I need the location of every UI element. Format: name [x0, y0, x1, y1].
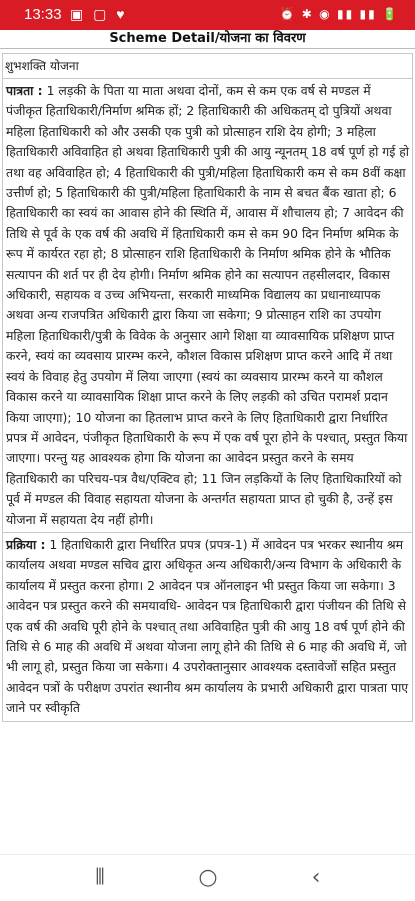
process-label: प्रक्रिया : — [6, 536, 46, 552]
home-button[interactable] — [178, 863, 238, 893]
status-time: 13:33 — [24, 6, 62, 23]
back-button[interactable] — [286, 863, 346, 893]
back-icon: ‹ — [311, 865, 321, 890]
scheme-name: शुभशक्ति योजना — [2, 53, 413, 79]
home-icon: ○ — [198, 865, 218, 890]
scheme-detail-content[interactable] — [0, 48, 415, 854]
notification-icons: ▣ ▢ ♥ — [70, 6, 128, 22]
eligibility-section — [2, 79, 413, 533]
status-bar — [0, 0, 415, 30]
eligibility-text: 1 लड़की के पिता या माता अथवा दोनों, कम से कम एक वर्ष से मण्डल में पंजीकृत हिताधिकारी/निर्माण श्रमिक हों; 2 हिताधिकारी की अधिकतम् दो पुत्रियों अथवा महिला हिताधिकारी को और उसकी एक पुत्री को प्रोत्साहन राशि देय होगी; 3 महिला हिताधिकारी अविवाहित हो अथवा हिताधिकारी पुत्री की आयु न्यूनतम् 18 वर्ष पूर्ण हो गई हो तथा वह अविवाहित हो; 4 हिताधिकारी की पुत्री/महिला हिताधिकारी कम से कम 8वीं कक्षा उत्तीर्ण हो; 5 हिताधिकारी की पुत्री/महिला हिताधिकारी के नाम से बचत बैंक खाता हो; 6 हिताधिकारी का स्वयं का आवास होने की स्थिति में, आवास में शौचालय हो; 7 आवेदन की तिथि से पूर्व के एक वर्ष की अवधि में हिताधिकारी कम से कम 90 दिन निर्माण श्रमिक के रूप में कार्यरत रहा हो; 8 प्रोत्साहन राशि हिताधिकारी के निर्माण श्रमिक होने के भौतिक सत्यापन की शर्त पर ही देय होगी। निर्माण श्रमिक होने का सत्यापन तहसीलदार, विकास अधिकारी, सहायक व उच्च अभियन्ता, सरकारी माध्यमिक विद्यालय का प्रधानाध्यापक अथवा अन्य राजपत्रित अधिकारी द्वारा किया जा सकेगा; 9 प्रोत्साहन राशि का उपयोग महिला हिताधिकारी/पुत्री के विवेक के अनुसार आगे शिक्षा या व्यावसायिक प्रशिक्षण प्राप्त करने, स्वयं का व्यवसाय प्रारम्भ करने, कौशल विकास प्रशिक्षण प्राप्त करने आदि में तथा स्वयं के विवाह हेतु उपयोग में लिया जाएगा (स्वयं का व्यवसाय प्रारम्भ करने या कौशल विकास करने या व्यावसायिक शिक्षा प्राप्त करने के लिए लड़की को उचित परामर्श प्रदान किया जाएगा); 10 योजना का हितलाभ प्राप्त करने के लिए हिताधिकारी द्वारा निर्धारित प्रपत्र में आवेदन, पंजीकृत हिताधिकारी के रूप में एक वर्ष पूरा होने के पश्चात्, प्रस्तुत किया जाएगा। परन्तु यह आवश्यक होगा कि योजना का आवेदन प्रस्तुत करने के समय हिताधिकारी का परिचय-पत्र वैध/एक्टिव हो; 11 जिन लड़कियों के लिए हिताधिकारियों को पूर्व में मण्डल की विवाह सहायता योजना के अन्तर्गत सहायता प्राप्त हो चुकी है, उन्हें इस योजना में सहायता देय नहीं होगी। — [6, 83, 410, 527]
page-title: Scheme Detail/योजना का विवरण — [0, 30, 415, 49]
system-status-icons: ⏰ ✱ ◉ ▮▮ ▮▮ 🔋 — [279, 7, 399, 21]
eligibility-label: पात्रता : — [6, 83, 43, 98]
process-text: 1 हिताधिकारी द्वारा निर्धारित प्रपत्र (प्रपत्र-1) में आवेदन पत्र भरकर स्थानीय श्रम कार्यालय अथवा मण्डल सचिव द्वारा अधिकृत अन्य अधिकारी/अन्य विभाग के अधिकारी के कार्यालय में प्रस्तुत करना होगा। 2 आवेदन पत्र ऑनलाइन भी प्रस्तुत किया जा सकेगा। 3 आवेदन पत्र प्रस्तुत करने की समयावधि- आवेदन पत्र हिताधिकारी द्वारा पंजीयन की तिथि से एक वर्ष की अवधि पूरी होने के पश्चात् तथा अविवाहित पुत्री की आयु 18 वर्ष पूर्ण होने की तिथि से 6 माह की अवधि में अथवा योजना लागू होने की तिथि से 6 माह की अवधि में, जो भी लागू हो, प्रस्तुत किया जा सकेगा। 4 उपरोक्तानुसार आवश्यक दस्तावेजों सहित प्रस्तुत आवेदन पत्रों के परीक्षण उपरांत स्थानीय श्रम कार्यालय के प्रभारी अधिकारी द्वारा पात्रता पाए जाने पर स्वीकृति — [6, 536, 409, 716]
navigation-bar — [0, 854, 415, 901]
process-section — [2, 533, 413, 722]
recents-button[interactable] — [70, 863, 130, 893]
recents-icon: ⫴ — [95, 865, 105, 890]
